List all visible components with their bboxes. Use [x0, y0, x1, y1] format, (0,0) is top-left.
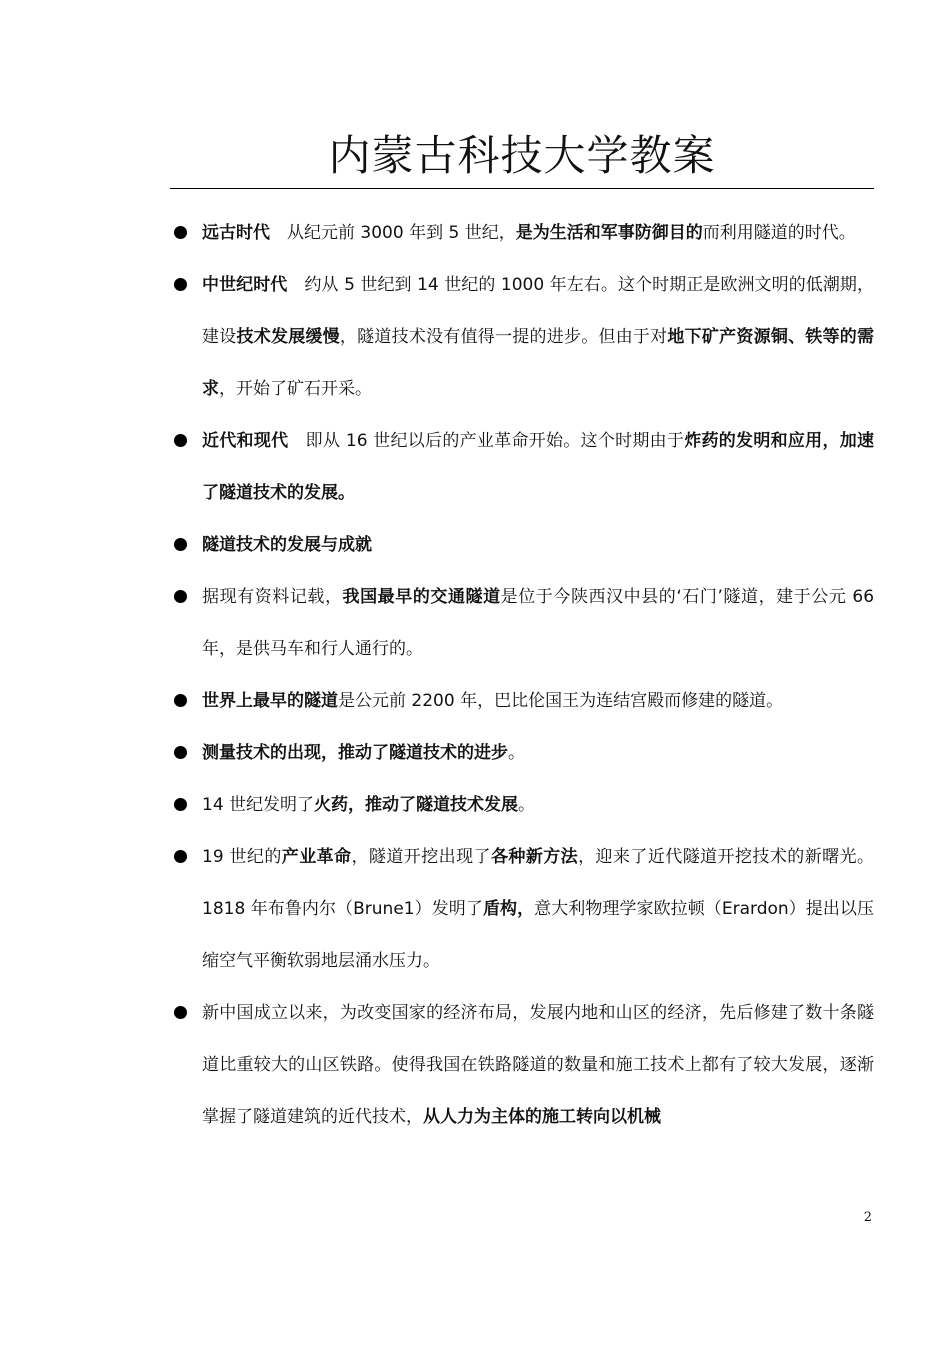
body-text: 从纪元前 3000 年到 5 世纪，: [270, 223, 516, 243]
emphasis-text: 测量技术的出现，推动了隧道技术的进步: [202, 743, 508, 763]
emphasis-text: 盾构，: [482, 899, 535, 919]
emphasis-text: 从人力为主体的施工转向以机械: [423, 1107, 661, 1127]
bullet-dot-icon: [174, 590, 187, 603]
list-item: [170, 207, 874, 259]
bullet-dot-icon: [174, 434, 187, 447]
bullet-dot-icon: [174, 1006, 187, 1019]
list-item: [170, 519, 874, 571]
body-text: 新中国成立以来，为改变国家的经济布局，发展内地和山区的经济，先后修建了数十条隧道比重较大的山区铁路。使得我国在铁路隧道的数量和施工技术上都有了较大发展，逐渐掌握了隧道建筑的近代技术，: [202, 1003, 874, 1127]
emphasis-text: 远古时代: [202, 223, 270, 243]
bullet-dot-icon: [174, 226, 187, 239]
body-text: 即从 16 世纪以后的产业革命开始。这个时期由于: [288, 431, 685, 451]
body-text: 据现有资料记载，: [202, 587, 343, 607]
emphasis-text: 是为生活和军事防御目的: [515, 223, 703, 243]
body-text: 意大利物理学家欧拉顿（Erardon）提出以压缩空气平衡软弱地层涌水压力。: [202, 899, 874, 971]
list-item: [170, 987, 874, 1143]
page-title: 内蒙古科技大学教案: [328, 131, 716, 180]
list-item: [170, 831, 874, 987]
body-text: 而利用隧道的时代。: [702, 223, 856, 243]
body-text: ，迎来了近代隧道开挖技术的新曙光。1818 年布鲁内尔（Brune1）发明了: [202, 847, 875, 919]
body-text: 是位于今陕西汉中县的‘石门’隧道，建于公元 66 年，是供马车和行人通行的。: [202, 587, 875, 659]
list-item: [170, 415, 874, 519]
emphasis-text: 地下矿产资源铜、铁等的需求: [202, 327, 875, 399]
bullet-dot-icon: [174, 798, 187, 811]
emphasis-text: 近代和现代: [202, 431, 289, 451]
body-text: ，隧道开挖出现了: [351, 847, 491, 867]
list-item: [170, 727, 874, 779]
body-text: 。: [518, 795, 536, 815]
bullet-dot-icon: [174, 538, 187, 551]
list-item: [170, 571, 874, 675]
bullet-dot-icon: [174, 850, 187, 863]
list-item: [170, 259, 874, 415]
body-text: 是公元前 2200 年，巴比伦国王为连结宫殿而修建的隧道。: [338, 691, 784, 711]
title-underline: [170, 188, 874, 189]
emphasis-text: 隧道技术的发展与成就: [202, 535, 372, 555]
emphasis-text: 技术发展缓慢: [236, 327, 340, 347]
bullet-dot-icon: [174, 694, 187, 707]
body-text: ，开始了矿石开采。: [219, 379, 372, 399]
emphasis-text: 产业革命: [281, 847, 352, 867]
body-text: 。: [508, 743, 525, 763]
emphasis-text: 炸药的发明和应用，加速了隧道技术的发展。: [202, 431, 874, 503]
list-item: [170, 779, 874, 831]
emphasis-text: 世界上最早的隧道: [202, 691, 338, 711]
bullet-dot-icon: [174, 278, 187, 291]
emphasis-text: 我国最早的交通隧道: [342, 587, 501, 607]
bullet-dot-icon: [174, 746, 187, 759]
emphasis-text: 火药，推动了隧道技术发展: [314, 795, 519, 815]
page-number: 2: [863, 1210, 872, 1225]
body-text: 约从 5 世纪到 14 世纪的 1000 年左右。这个时期正是欧洲文明的低潮期，建设: [202, 275, 875, 347]
list-item: [170, 675, 874, 727]
body-text: 14 世纪发明了: [202, 795, 315, 815]
emphasis-text: 各种新方法: [490, 847, 579, 867]
bullet-list: [170, 207, 874, 1143]
body-text: 19 世纪的: [202, 847, 282, 867]
body-text: ，隧道技术没有值得一提的进步。但由于对: [339, 327, 668, 347]
emphasis-text: 中世纪时代: [202, 275, 288, 295]
